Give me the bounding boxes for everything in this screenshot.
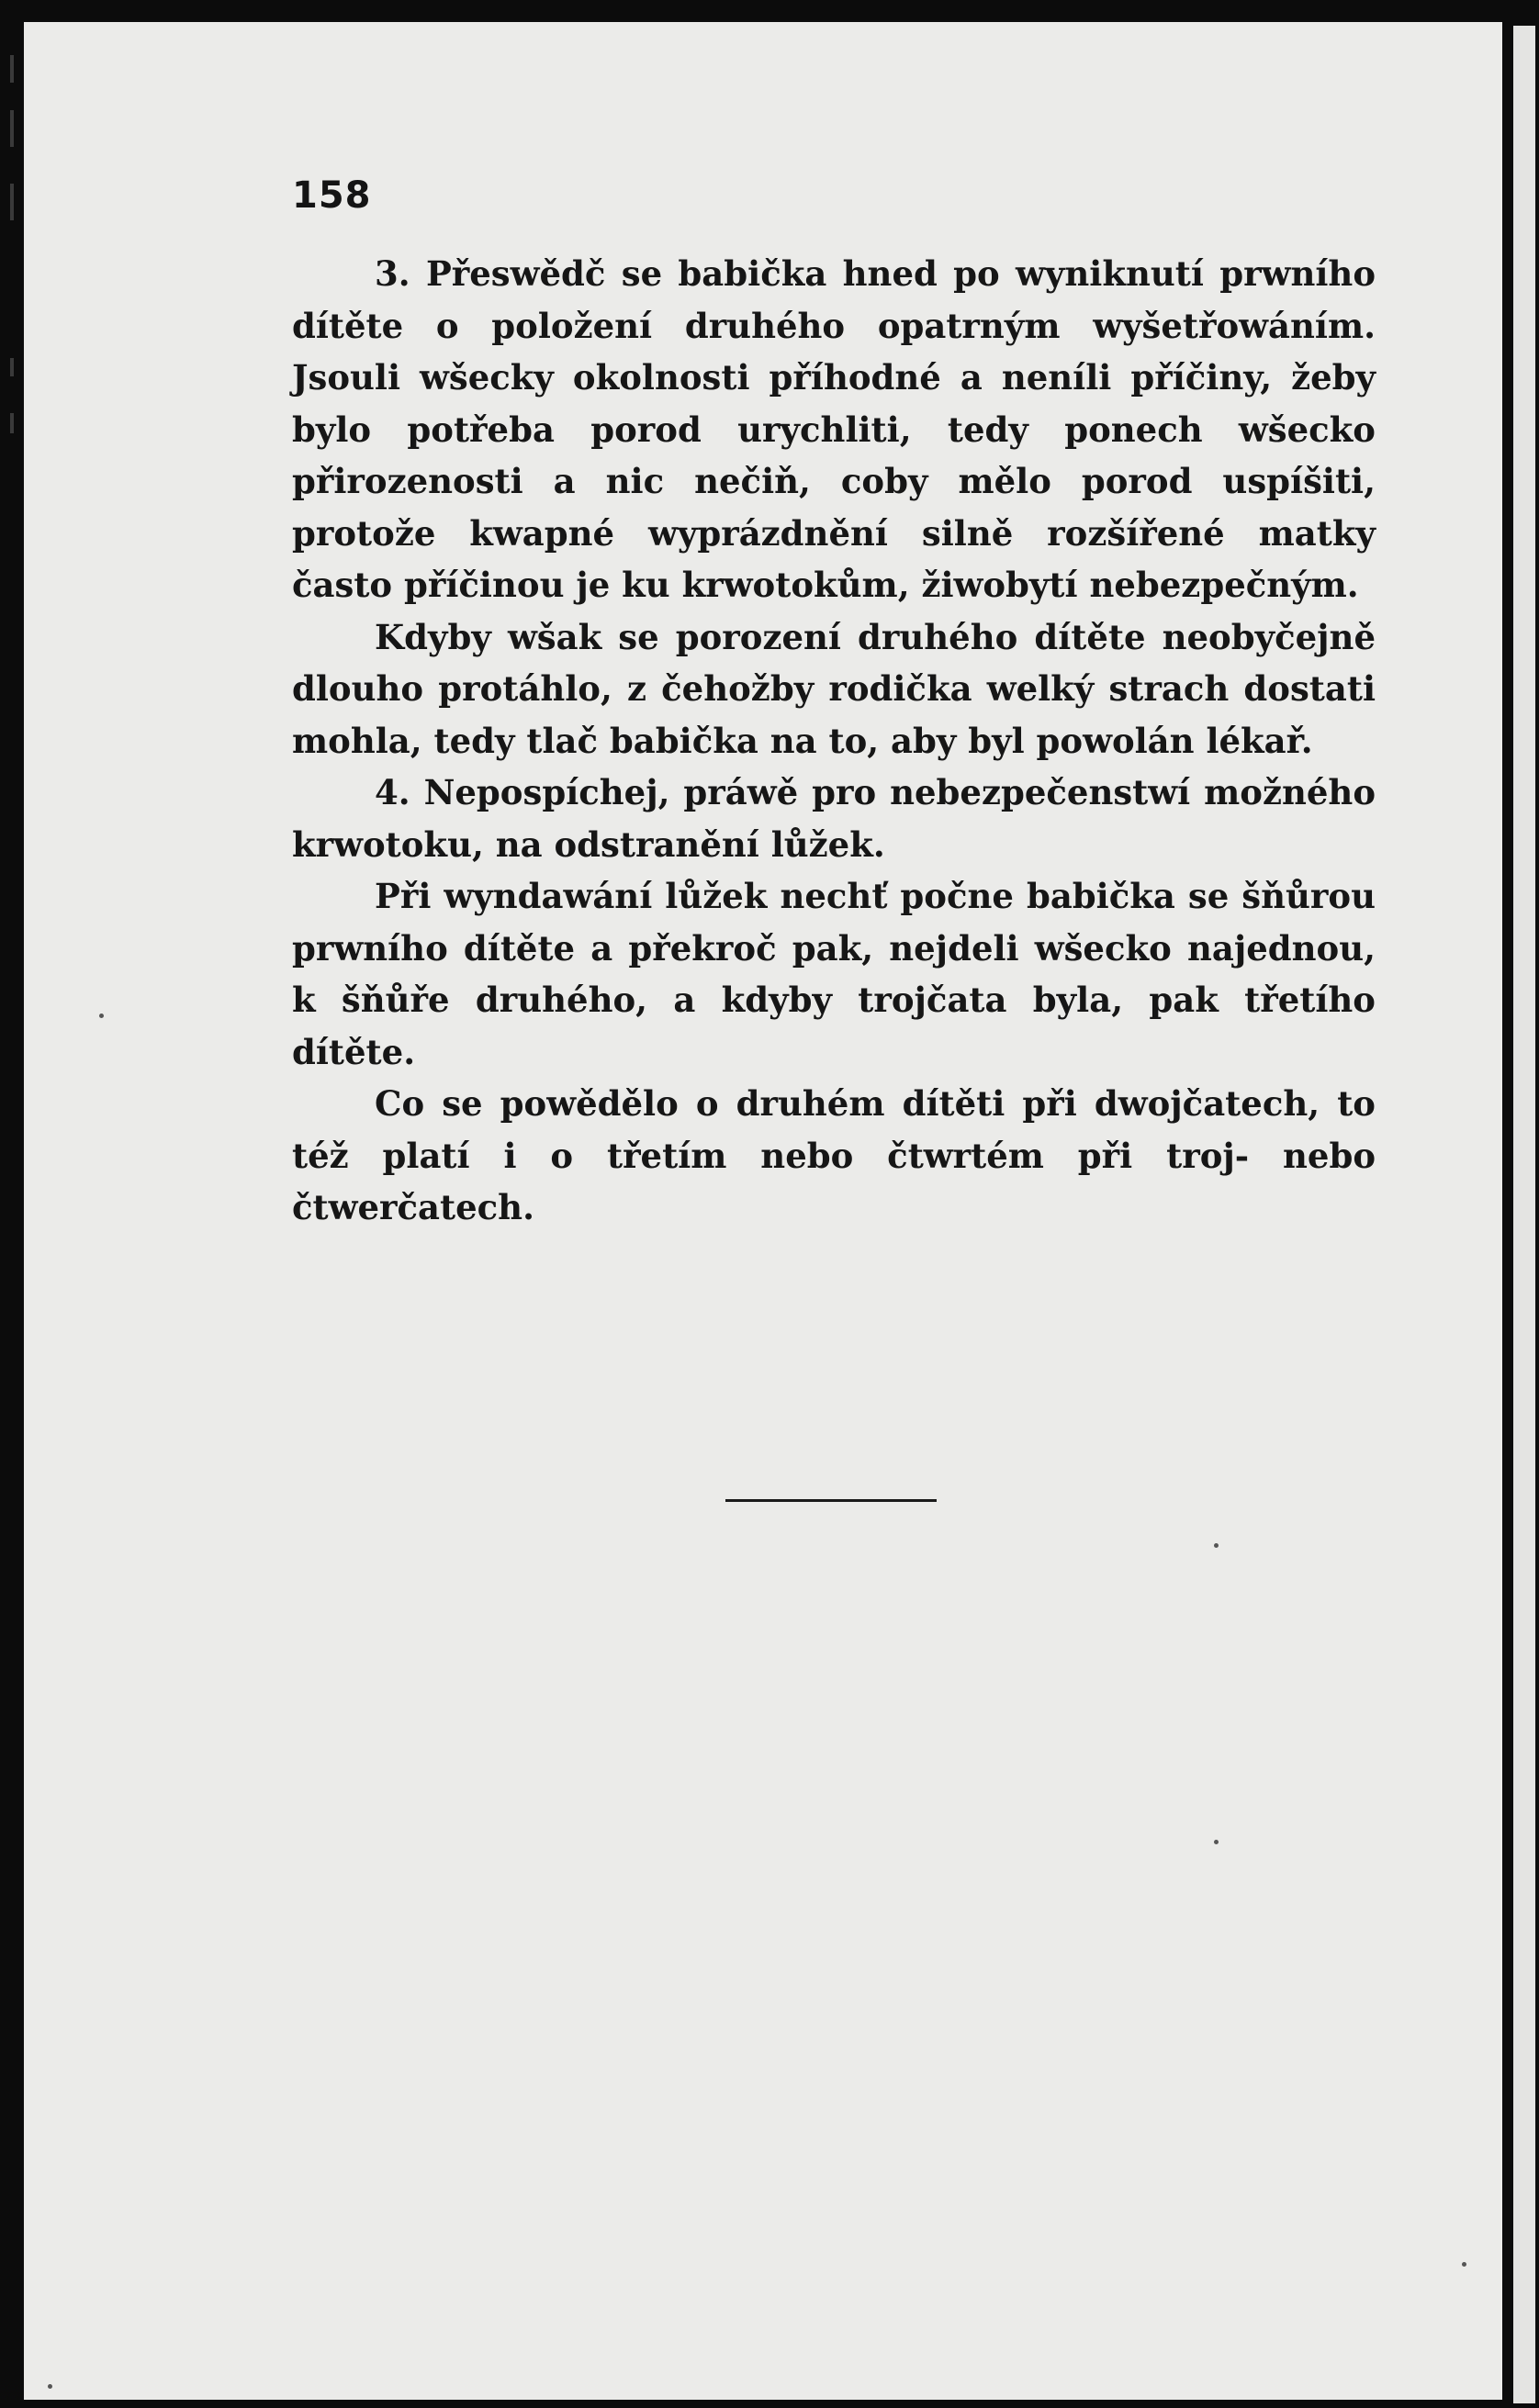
binding-mark [10, 413, 14, 433]
paragraph-4: 4. Nepospíchej, práwě pro nebezpečenstwí možného krwotoku, na odstranění lůžek. [292, 772, 1376, 865]
binding-mark [10, 110, 14, 147]
binding-mark [10, 184, 14, 220]
paper-speck [1462, 2262, 1466, 2267]
paper-speck [48, 2384, 52, 2389]
paragraph-3: 3. Přeswědč se babička hned po wyniknutí prwního dítěte o položení druhého opatrným wyšetřowáním. Jsouli wšecky okolnosti příhodné a neníli příčiny, žeby bylo potřeba porod urychliti, tedy ponech wšecko přirozenosti a nic nečiň, coby mělo porod uspíšiti, protože kwapné wyprázdnění silně rozšířené matky často příčinou je ku krwotokům, žiwobytí nebezpečným. [292, 253, 1376, 605]
paragraph-kdyby: Kdyby wšak se porození druhého dítěte neobyčejně dlouho protáhlo, z čehožby rodička welký strach dostati mohla, tedy tlač babička na to, aby byl powolán lékař. [292, 616, 1376, 761]
paragraph-co-se: Co se powědělo o druhém dítěti při dwojčatech, to též platí i o třetím nebo čtwrtém při troj- nebo čtwerčatech. [292, 1083, 1376, 1227]
paper-speck [1214, 1840, 1219, 1844]
binding-edge-marks [7, 55, 17, 441]
paper-speck [1214, 1543, 1219, 1548]
paragraph-pri-wyndawani: Při wyndawání lůžek nechť počne babička se šňůrou prwního dítěte a překroč pak, nejdeli wšecko najednou, k šňůře druhého, a kdyby trojčata byla, pak třetího dítěte. [292, 876, 1376, 1072]
adjacent-page-edge [1513, 26, 1535, 2403]
body-text [292, 248, 1376, 1234]
binding-mark [10, 358, 14, 376]
page-number: 158 [292, 174, 372, 217]
paper-speck [99, 1014, 104, 1018]
binding-mark [10, 55, 14, 83]
section-end-rule [725, 1499, 937, 1502]
